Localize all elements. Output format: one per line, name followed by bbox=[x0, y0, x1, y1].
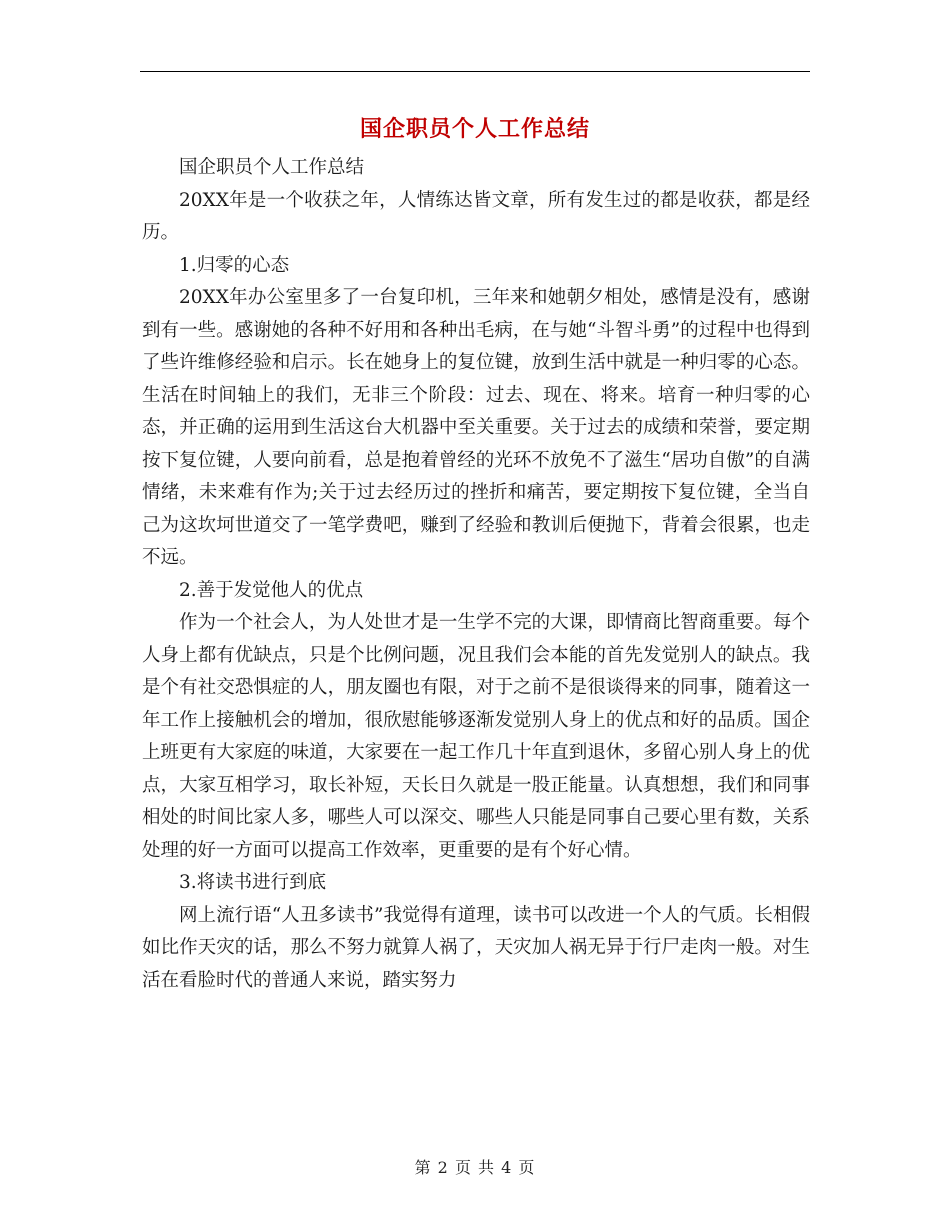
page-number-footer: 第 2 页 共 4 页 bbox=[414, 1158, 536, 1177]
document-title: 国企职员个人工作总结 bbox=[359, 117, 590, 142]
paragraph-intro: 20XX年是一个收获之年，人情练达皆文章，所有发生过的都是收获，都是经历。 bbox=[142, 189, 810, 243]
paragraph-section-3: 网上流行语“人丑多读书”我觉得有道理，读书可以改进一个人的气质。长相假如比作天灾的话，那么不努力就算人祸了，天灾加人祸无异于行尸走肉一般。对生活在看脸时代的普通人来说，踏实努力 bbox=[142, 904, 810, 991]
section-heading-3: 3.将读书进行到底 bbox=[179, 872, 327, 893]
header-rule bbox=[140, 71, 810, 72]
section-heading-2: 2.善于发觉他人的优点 bbox=[179, 579, 364, 601]
paragraph-subtitle: 国企职员个人工作总结 bbox=[179, 157, 365, 178]
section-heading-1: 1.归零的心态 bbox=[179, 254, 290, 276]
paragraph-section-1: 20XX年办公室里多了一台复印机，三年来和她朝夕相处，感情是没有，感谢到有一些。感谢她的各种不好用和各种出毛病，在与她“斗智斗勇”的过程中也得到了些许维修经验和启示。长在她身上的复位键，放到生活中就是一种归零的心态。生活在时间轴上的我们，无非三个阶段：过去、现在、将来。培育一种归零的心态，并正确的运用到生活这台大机器中至关重要。关于过去的成绩和荣誉，要定期按下复位键，人要向前看，总是抱着曾经的光环不放免不了滋生“居功自傲”的自满情绪，未来难有作为;关于过去经历过的挫折和痛苦，要定期按下复位键，全当自己为这坎坷世道交了一笔学费吧，赚到了经验和教训后便抛下，背着会很累，也走不远。 bbox=[142, 287, 810, 568]
document-body bbox=[142, 152, 810, 997]
paragraph-section-2: 作为一个社会人，为人处世才是一生学不完的大课，即情商比智商重要。每个人身上都有优缺点，只是个比例问题，况且我们会本能的首先发觉别人的缺点。我是个有社交恐惧症的人，朋友圈也有限，对于之前不是很谈得来的同事，随着这一年工作上接触机会的增加，很欣慰能够逐渐发觉别人身上的优点和好的品质。国企上班更有大家庭的味道，大家要在一起工作几十年直到退休，多留心别人身上的优点，大家互相学习，取长补短，天长日久就是一股正能量。认真想想，我们和同事相处的时间比家人多，哪些人可以深交、哪些人只能是同事自己要心里有数，关系处理的好一方面可以提高工作效率，更重要的是有个好心情。 bbox=[142, 612, 810, 861]
